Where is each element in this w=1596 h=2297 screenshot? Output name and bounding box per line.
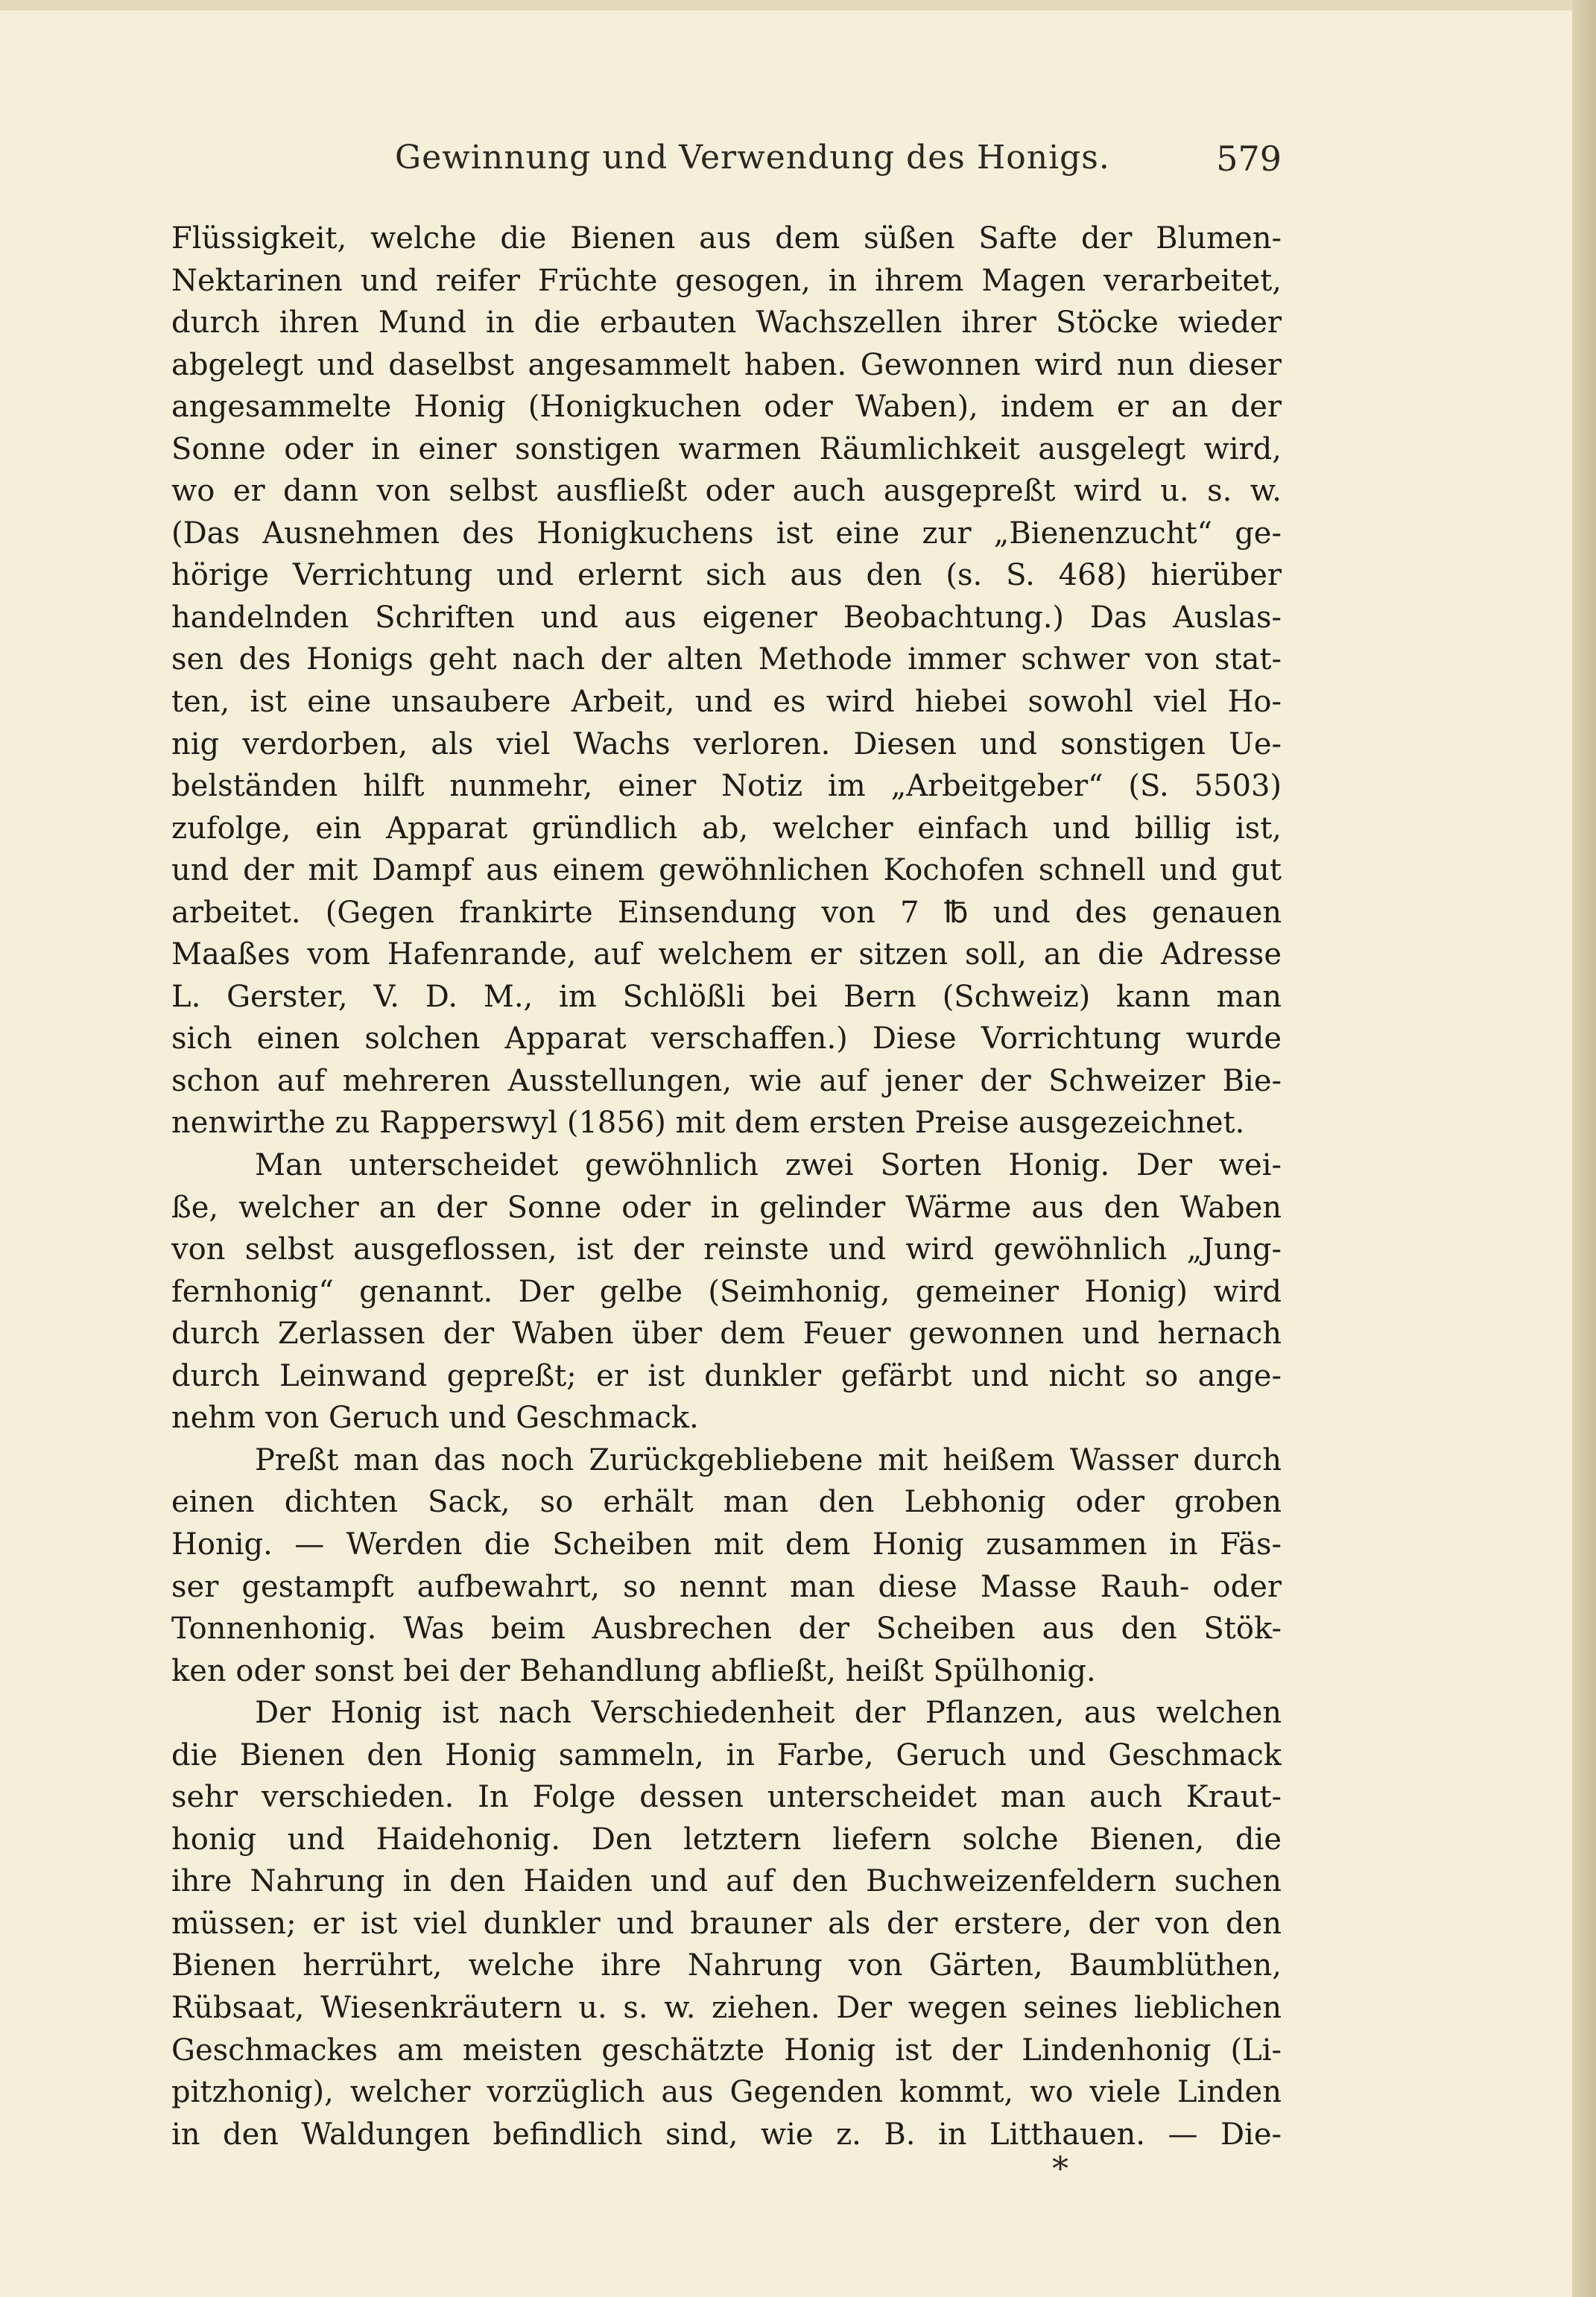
text-line: Rübsaat, Wiesenkräutern u. s. w. ziehen. Der wegen seines lieblichen [171, 1990, 1282, 2025]
text-line: abgelegt und daselbst angesammelt haben. Gewonnen wird nun dieser [171, 347, 1282, 382]
text-line: nehm von Geruch und Geschmack. [171, 1401, 699, 1436]
page-header [171, 139, 1282, 183]
text-line: honig und Haidehonig. Den letztern liefern solche Bienen, die [171, 1822, 1282, 1857]
text-line: sehr verschieden. In Folge dessen unterscheidet man auch Kraut- [171, 1780, 1282, 1815]
paragraph-start-line: Der Honig ist nach Verschiedenheit der Pflanzen, aus welchen [255, 1696, 1282, 1731]
text-line: (Das Ausnehmen des Honigkuchens ist eine zur „Bienenzucht“ ge- [171, 516, 1282, 551]
text-line: sich einen solchen Apparat verschaffen.) Diese Vorrichtung wurde [171, 1021, 1282, 1056]
text-line: handelnden Schriften und aus eigener Beobachtung.) Das Auslas- [171, 600, 1282, 635]
text-line: angesammelte Honig (Honigkuchen oder Waben), indem er an der [171, 390, 1282, 425]
text-line: in den Waldungen befindlich sind, wie z. B. in Litthauen. — Die- [171, 2117, 1282, 2152]
paragraph-start-line: Man unterscheidet gewöhnlich zwei Sorten Honig. Der wei- [255, 1148, 1282, 1183]
text-line: zufolge, ein Apparat gründlich ab, welcher einfach und billig ist, [171, 811, 1282, 846]
text-line: ten, ist eine unsaubere Arbeit, und es wird hiebei sowohl viel Ho- [171, 685, 1282, 720]
text-line: müssen; er ist viel dunkler und brauner als der erstere, der von den [171, 1906, 1282, 1941]
text-line: Nektarinen und reifer Früchte gesogen, in ihrem Magen verarbeitet, [171, 263, 1282, 298]
page-right-edge [1572, 0, 1596, 2297]
running-title: Gewinnung und Verwendung des Honigs. [395, 139, 1110, 177]
text-line: wo er dann von selbst ausfließt oder auch ausgepreßt wird u. s. w. [171, 474, 1282, 509]
text-line: durch Zerlassen der Waben über dem Feuer gewonnen und hernach [171, 1317, 1282, 1352]
body-text [171, 218, 1282, 2155]
text-line: die Bienen den Honig sammeln, in Farbe, Geruch und Geschmack [171, 1737, 1282, 1772]
text-line: ße, welcher an der Sonne oder in gelinder Wärme aus den Waben [171, 1190, 1282, 1225]
text-line: Tonnenhonig. Was beim Ausbrechen der Scheiben aus den Stök- [171, 1612, 1282, 1647]
text-line: durch ihren Mund in die erbauten Wachszellen ihrer Stöcke wieder [171, 305, 1282, 340]
text-line: L. Gerster, V. D. M., im Schlößli bei Bern (Schweiz) kann man [171, 979, 1282, 1014]
text-line: schon auf mehreren Ausstellungen, wie auf jener der Schweizer Bie- [171, 1063, 1282, 1098]
text-line: Geschmackes am meisten geschätzte Honig ist der Lindenhonig (Li- [171, 2033, 1282, 2068]
text-line: belständen hilft nunmehr, einer Notiz im „Arbeitgeber“ (S. 5503) [171, 769, 1282, 804]
text-line: pitzhonig), welcher vorzüglich aus Gegenden kommt, wo viele Linden [171, 2075, 1282, 2110]
text-line: Bienen herrührt, welche ihre Nahrung von Gärten, Baumblüthen, [171, 1948, 1282, 1983]
text-line: ken oder sonst bei der Behandlung abfließt, heißt Spülhonig. [171, 1653, 1096, 1688]
text-line: ser gestampft aufbewahrt, so nennt man diese Masse Rauh- oder [171, 1569, 1282, 1604]
text-line: nenwirthe zu Rapperswyl (1856) mit dem ersten Preise ausgezeichnet. [171, 1106, 1245, 1141]
text-line: sen des Honigs geht nach der alten Methode immer schwer von stat- [171, 642, 1282, 677]
paragraph-start-line: Preßt man das noch Zurückgebliebene mit heißem Wasser durch [255, 1442, 1282, 1477]
text-line: und der mit Dampf aus einem gewöhnlichen Kochofen schnell und gut [171, 853, 1282, 888]
text-line: von selbst ausgeflossen, ist der reinste und wird gewöhnlich „Jung- [171, 1232, 1282, 1267]
text-line: arbeitet. (Gegen frankirte Einsendung von 7 ℔ und des genauen [171, 895, 1282, 930]
text-line: Honig. — Werden die Scheiben mit dem Honig zusammen in Fäs- [171, 1527, 1282, 1562]
page-top-edge [0, 0, 1596, 10]
text-line: Sonne oder in einer sonstigen warmen Räumlichkeit ausgelegt wird, [171, 431, 1282, 466]
text-line: einen dichten Sack, so erhält man den Lebhonig oder groben [171, 1485, 1282, 1520]
text-line: nig verdorben, als viel Wachs verloren. Diesen und sonstigen Ue- [171, 726, 1282, 761]
text-line: hörige Verrichtung und erlernt sich aus den (s. S. 468) hierüber [171, 558, 1282, 593]
text-line: Maaßes vom Hafenrande, auf welchem er sitzen soll, an die Adresse [171, 937, 1282, 972]
text-line: fernhonig“ genannt. Der gelbe (Seimhonig, gemeiner Honig) wird [171, 1274, 1282, 1309]
text-line: durch Leinwand gepreßt; er ist dunkler gefärbt und nicht so ange- [171, 1358, 1282, 1393]
text-line: ihre Nahrung in den Haiden und auf den Buchweizenfeldern suchen [171, 1864, 1282, 1899]
text-line: Flüssigkeit, welche die Bienen aus dem süßen Safte der Blumen- [171, 221, 1282, 256]
signature-mark: * [1052, 2150, 1068, 2188]
page-number: 579 [1216, 139, 1282, 179]
